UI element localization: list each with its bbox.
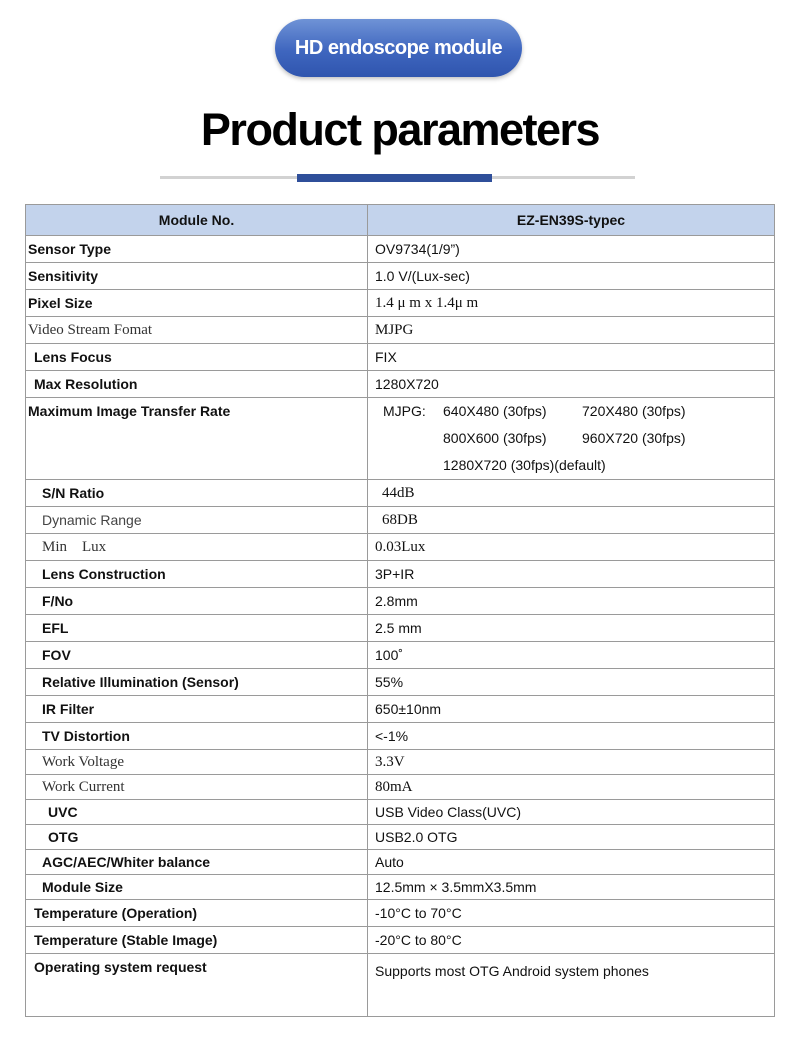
param-key: Sensitivity (26, 263, 368, 290)
table-row (26, 398, 775, 480)
title-divider-accent (297, 174, 492, 182)
param-key: IR Filter (26, 696, 368, 723)
param-key: Temperature (Stable Image) (26, 927, 368, 954)
param-value: 44dB (368, 480, 775, 507)
param-value: 55% (368, 669, 775, 696)
param-value: 650±10nm (368, 696, 775, 723)
table-row (26, 371, 775, 398)
param-value: -10°C to 70°C (368, 900, 775, 927)
param-key: Maximum Image Transfer Rate (26, 398, 368, 480)
param-key: Lens Construction (26, 561, 368, 588)
param-key: S/N Ratio (26, 480, 368, 507)
param-key: Lens Focus (26, 344, 368, 371)
table-row (26, 875, 775, 900)
table-row (26, 290, 775, 317)
table-row (26, 800, 775, 825)
transfer-rate-value (368, 398, 775, 480)
table-row (26, 561, 775, 588)
table-row (26, 480, 775, 507)
param-key: Pixel Size (26, 290, 368, 317)
param-key: TV Distortion (26, 723, 368, 750)
param-value: 3P+IR (368, 561, 775, 588)
rate-item: 720X480 (30fps) (582, 403, 686, 419)
rate-item: 640X480 (30fps) (443, 403, 547, 419)
param-value: OV9734(1/9”) (368, 236, 775, 263)
table-row (26, 236, 775, 263)
table-row (26, 507, 775, 534)
param-value: 3.3V (368, 750, 775, 775)
table-row (26, 669, 775, 696)
param-value: 80mA (368, 775, 775, 800)
table-row (26, 344, 775, 371)
rate-format: MJPG: (383, 403, 426, 419)
rate-item: 1280X720 (30fps)(default) (443, 457, 606, 473)
param-key: Relative Illumination (Sensor) (26, 669, 368, 696)
table-row (26, 317, 775, 344)
param-value: USB Video Class(UVC) (368, 800, 775, 825)
table-row (26, 927, 775, 954)
param-value: -20°C to 80°C (368, 927, 775, 954)
table-row (26, 850, 775, 875)
table-header-row (26, 205, 775, 236)
param-key: EFL (26, 615, 368, 642)
module-badge: HD endoscope module (275, 19, 522, 77)
param-value: 0.03Lux (368, 534, 775, 561)
param-value: 100˚ (368, 642, 775, 669)
table-row (26, 750, 775, 775)
param-key: Min Lux (26, 534, 368, 561)
param-key: Work Current (26, 775, 368, 800)
param-key: Dynamic Range (26, 507, 368, 534)
param-key: Temperature (Operation) (26, 900, 368, 927)
table-row (26, 954, 775, 1017)
table-row (26, 900, 775, 927)
table-row (26, 775, 775, 800)
rate-item: 960X720 (30fps) (582, 430, 686, 446)
param-key: OTG (26, 825, 368, 850)
param-value: Auto (368, 850, 775, 875)
param-key: Sensor Type (26, 236, 368, 263)
param-key: Module Size (26, 875, 368, 900)
param-key: F/No (26, 588, 368, 615)
table-row (26, 696, 775, 723)
param-key: FOV (26, 642, 368, 669)
param-value: FIX (368, 344, 775, 371)
param-value: 12.5mm × 3.5mmX3.5mm (368, 875, 775, 900)
param-key: Work Voltage (26, 750, 368, 775)
param-value: <-1% (368, 723, 775, 750)
param-key: UVC (26, 800, 368, 825)
page-title: Product parameters (200, 104, 600, 155)
param-key: AGC/AEC/Whiter balance (26, 850, 368, 875)
param-key: Max Resolution (26, 371, 368, 398)
table-row (26, 534, 775, 561)
param-key: Operating system request (26, 954, 368, 1017)
table-row (26, 588, 775, 615)
param-value: 1280X720 (368, 371, 775, 398)
rate-item: 800X600 (30fps) (443, 430, 547, 446)
param-value: 68DB (368, 507, 775, 534)
parameters-table (25, 204, 775, 1017)
header-module-no: Module No. (26, 205, 368, 236)
param-value: 1.0 V/(Lux-sec) (368, 263, 775, 290)
param-key: Video Stream Fomat (26, 317, 368, 344)
param-value: Supports most OTG Android system phones (368, 954, 775, 1017)
table-row (26, 723, 775, 750)
param-value: USB2.0 OTG (368, 825, 775, 850)
param-value: 2.5 mm (368, 615, 775, 642)
param-value: 1.4 μ m x 1.4μ m (368, 290, 775, 317)
table-row (26, 263, 775, 290)
table-row (26, 642, 775, 669)
param-value: 2.8mm (368, 588, 775, 615)
header-model: EZ-EN39S-typec (368, 205, 775, 236)
param-value: MJPG (368, 317, 775, 344)
table-row (26, 615, 775, 642)
table-row (26, 825, 775, 850)
